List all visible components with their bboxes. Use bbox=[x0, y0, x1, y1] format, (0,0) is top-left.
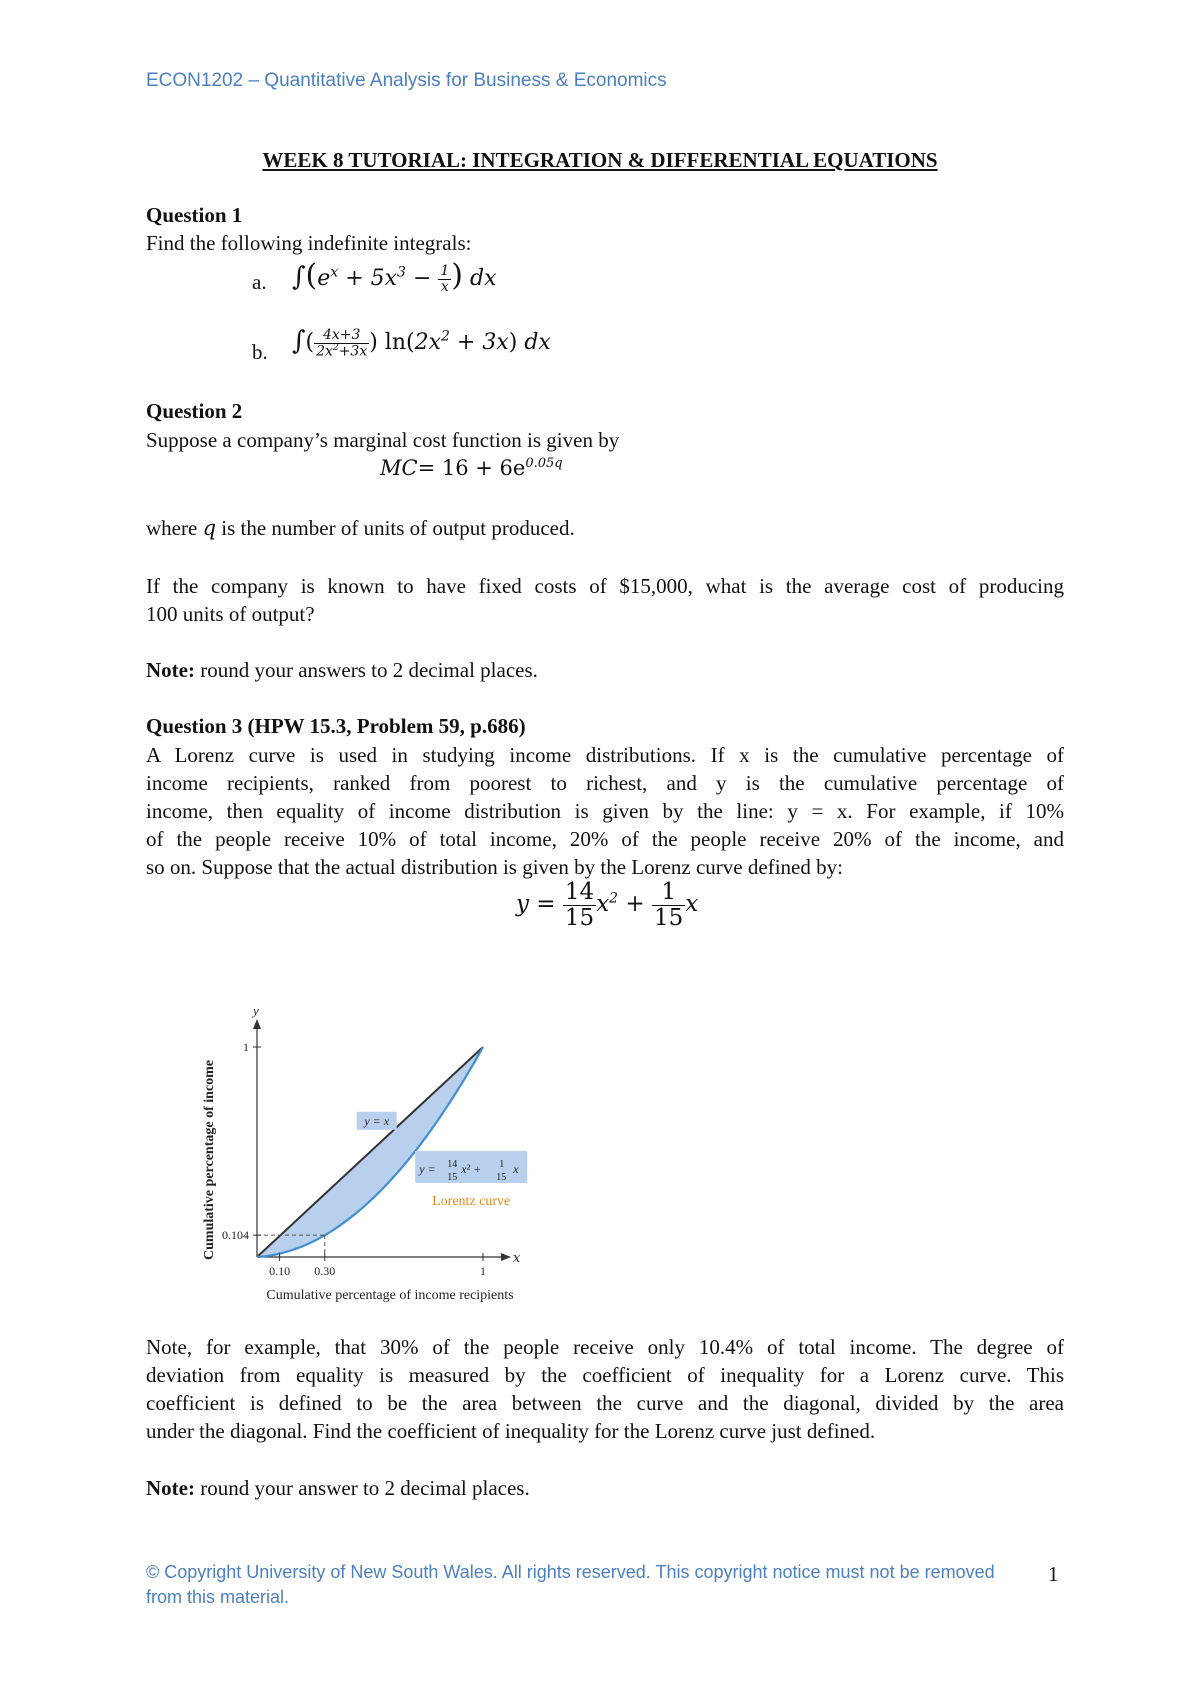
mc-rhs: = 16 + 6e bbox=[417, 456, 526, 480]
lorenz-equation: y = $\frac{14}{15}$ $x^2$ + $\frac{1}{15}$ x bbox=[516, 879, 699, 932]
marginal-cost-equation bbox=[380, 456, 563, 481]
integral-b: ∫( $\frac{4x+3}{2x^2+3x}$ ) $\ln(2x^2 + 3x)$ dx bbox=[292, 326, 551, 360]
mc-exponent: 0.05q bbox=[525, 456, 563, 471]
q2-body-line: If the company is known to have fixed costs of $15,000, what is the average cost of producing bbox=[146, 574, 1064, 598]
q3-explanation-line: deviation from equality is measured by the coefficient of inequality for a Lorenz curve. This bbox=[146, 1363, 1064, 1387]
label-lorenz-equation: y = 14 15x² + 1 15x bbox=[419, 1159, 519, 1183]
question-3-heading: Question 3 (HPW 15.3, Problem 59, p.686) bbox=[146, 714, 526, 738]
x-tick-label: 1 bbox=[480, 1264, 486, 1278]
question-2-heading: Question 2 bbox=[146, 399, 243, 423]
q3-body-line: A Lorenz curve is used in studying income distributions. If x is the cumulative percentage of bbox=[146, 743, 1064, 767]
page-number: 1 bbox=[1048, 1562, 1059, 1586]
course-header: ECON1202 – Quantitative Analysis for Business & Economics bbox=[146, 70, 667, 91]
x-tick-label: 0.30 bbox=[314, 1264, 336, 1278]
x-axis-letter: x bbox=[513, 1251, 521, 1266]
q3-body-line: of the people receive 10% of total income, 20% of the people receive 20% of the income, and bbox=[146, 827, 1064, 851]
mc-symbol: MC bbox=[380, 456, 418, 480]
y-axis-letter: y bbox=[253, 1003, 259, 1018]
label-equality-line: y = x bbox=[364, 1113, 390, 1128]
q3-body-line: income, then equality of income distribution is given by the line: y = x. For example, if 10% bbox=[146, 799, 1064, 823]
copyright-footer: © Copyright University of New South Wales. All rights reserved. This copyright notice must not be removed from this material. bbox=[146, 1562, 995, 1607]
y-tick-label: 0.104 bbox=[222, 1228, 249, 1243]
page-title: WEEK 8 TUTORIAL: INTEGRATION & DIFFERENTIAL EQUATIONS bbox=[262, 148, 938, 172]
question-3-body bbox=[146, 741, 1064, 881]
question-2-note: Note: round your answers to 2 decimal places. bbox=[146, 658, 538, 682]
item-b-label: b. bbox=[252, 340, 268, 364]
x-axis-label: Cumulative percentage of income recipients bbox=[266, 1288, 514, 1303]
question-2-body bbox=[146, 572, 1064, 628]
question-1-heading: Question 1 bbox=[146, 203, 243, 227]
label-lorenz-curve: Lorentz curve bbox=[432, 1194, 511, 1209]
lorenz-chart bbox=[202, 965, 585, 1305]
q2-body-line: 100 units of output? bbox=[146, 602, 315, 626]
x-axis-arrow bbox=[501, 1253, 511, 1261]
integral-a: $\int(e^x + 5x^3$ − $\frac{1}{x}$ ) dx bbox=[292, 258, 497, 296]
question-3-note: Note: round your answer to 2 decimal places. bbox=[146, 1476, 530, 1500]
q3-body-line: so on. Suppose that the actual distribution is given by the Lorenz curve defined by: bbox=[146, 855, 843, 879]
q3-explanation-line: Note, for example, that 30% of the people receive only 10.4% of total income. The degree of bbox=[146, 1335, 1064, 1359]
where-line: where q is the number of units of output produced. bbox=[146, 516, 575, 540]
x-tick-label: 0.10 bbox=[269, 1264, 291, 1278]
question-3-explanation bbox=[146, 1333, 1064, 1445]
y-tick-label: 1 bbox=[243, 1040, 249, 1054]
q3-body-line: income recipients, ranked from poorest to richest, and y is the cumulative percentage of bbox=[146, 771, 1064, 795]
question-1-prompt: Find the following indefinite integrals: bbox=[146, 231, 472, 255]
q3-explanation-line: coefficient is defined to be the area between the curve and the diagonal, divided by the area bbox=[146, 1391, 1064, 1415]
y-axis-label: Cumulative percentage of income bbox=[202, 1060, 217, 1260]
q3-explanation-line: under the diagonal. Find the coefficient of inequality for the Lorenz curve just defined. bbox=[146, 1419, 876, 1443]
item-a-label: a. bbox=[252, 270, 267, 294]
y-axis-arrow bbox=[253, 1019, 261, 1029]
question-2-intro: Suppose a company’s marginal cost function is given by bbox=[146, 428, 620, 452]
